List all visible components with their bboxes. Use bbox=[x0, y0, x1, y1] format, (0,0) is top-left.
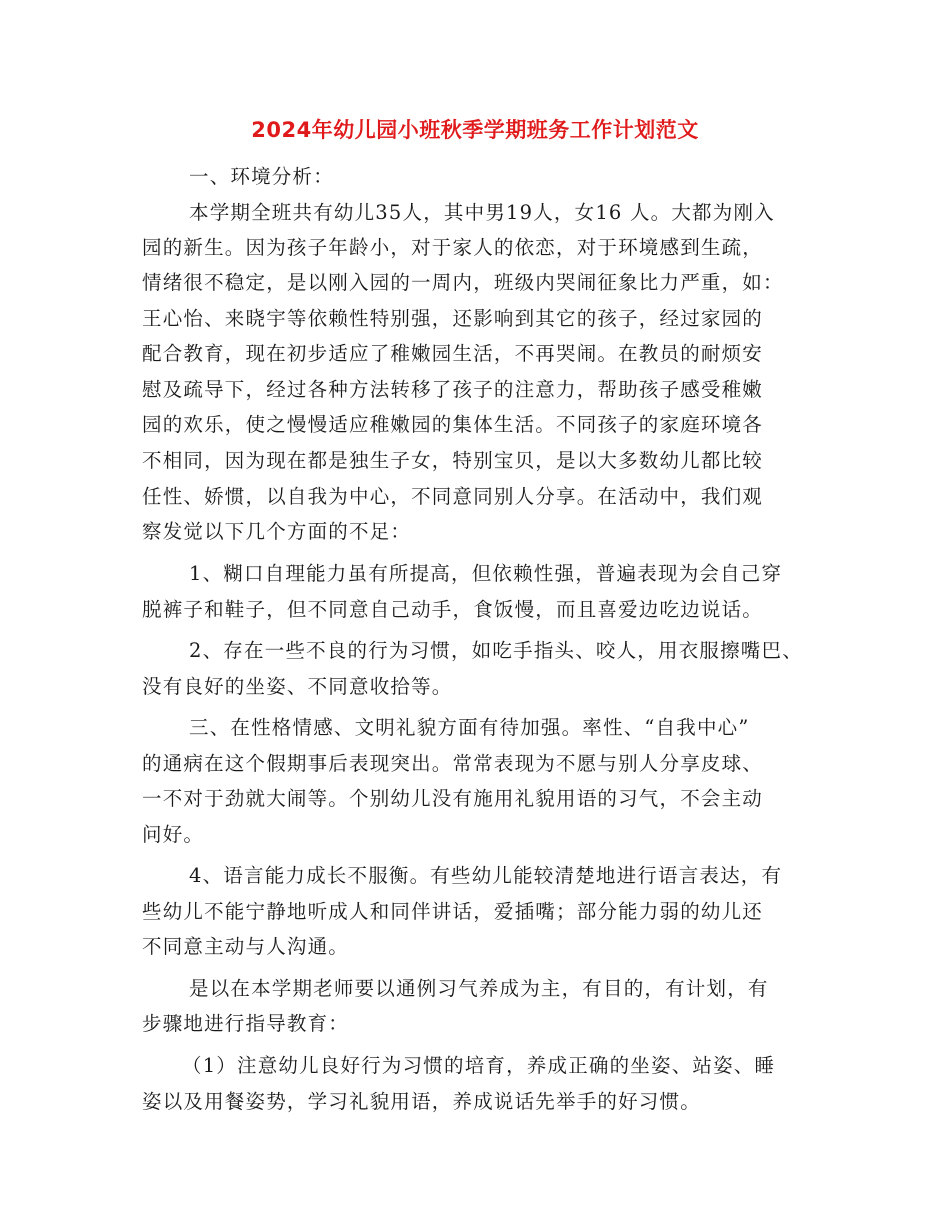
text-line: 不相同，因为现在都是独生子女，特别宝贝，是以大多数幼儿都比较 bbox=[142, 449, 764, 472]
text-line: （1）注意幼儿良好行为习惯的培育，养成正确的坐姿、站姿、睡 bbox=[182, 1054, 776, 1077]
text-line: 三、在性格情感、文明礼貌方面有待加强。率性、“自我中心” bbox=[189, 716, 750, 739]
text-line: 园的新生。因为孩子年龄小，对于家人的依恋，对于环境感到生疏， bbox=[142, 236, 764, 259]
text-line: 慰及疏导下，经过各种方法转移了孩子的注意力，帮助孩子感受稚嫩 bbox=[142, 378, 764, 401]
text-line: 察发觉以下几个方面的不足： bbox=[142, 520, 412, 543]
text-line: 姿以及用餐姿势，学习礼貌用语，养成说话先举手的好习惯。 bbox=[142, 1090, 701, 1113]
text-line: 步骤地进行指导教育： bbox=[142, 1012, 350, 1035]
text-line: 一、环境分析： bbox=[189, 165, 334, 188]
text-line: 任性、娇惯，以自我为中心，不同意同别人分享。在活动中，我们观 bbox=[142, 485, 764, 508]
text-line: 脱裤子和鞋子，但不同意自己动手，食饭慢，而且喜爱边吃边说话。 bbox=[142, 598, 764, 621]
text-line: 1、糊口自理能力虽有所提高，但依赖性强，普遍表现为会自己穿 bbox=[189, 562, 783, 585]
text-line: 些幼儿不能宁静地听成人和同伴讲话，爱插嘴；部分能力弱的幼儿还 bbox=[142, 900, 764, 923]
text-line: 情绪很不稳定，是以刚入园的一周内，班级内哭闹征象比力严重，如： bbox=[142, 271, 784, 294]
text-line: 王心怡、来晓宇等依赖性特别强，还影响到其它的孩子，经过家园的 bbox=[142, 307, 764, 330]
text-line: 配合教育，现在初步适应了稚嫩园生活，不再哭闹。在教员的耐烦安 bbox=[142, 342, 764, 365]
text-line: 问好。 bbox=[142, 823, 205, 846]
text-line: 是以在本学期老师要以通例习气养成为主，有目的，有计划，有 bbox=[189, 977, 769, 1000]
text-line: 2、存在一些不良的行为习惯，如吃手指头、咬人，用衣服擦嘴巴、 bbox=[189, 639, 803, 662]
text-line: 的通病在这个假期事后表现突出。常常表现为不愿与别人分享皮球、 bbox=[142, 752, 764, 775]
text-line: 不同意主动与人沟通。 bbox=[142, 935, 350, 958]
text-line: 本学期全班共有幼儿35人，其中男19人，女16 人。大都为刚入 bbox=[189, 201, 775, 224]
document-title: 2024年幼儿园小班秋季学期班务工作计划范文 bbox=[251, 118, 699, 142]
text-line: 一不对于劲就大闹等。个别幼儿没有施用礼貌用语的习气，不会主动 bbox=[142, 787, 764, 810]
text-line: 没有良好的坐姿、不同意收拾等。 bbox=[142, 675, 453, 698]
text-line: 园的欢乐，使之慢慢适应稚嫩园的集体生活。不同孩子的家庭环境各 bbox=[142, 413, 764, 436]
text-line: 4、语言能力成长不服衡。有些幼儿能较清楚地进行语言表达，有 bbox=[189, 864, 783, 887]
